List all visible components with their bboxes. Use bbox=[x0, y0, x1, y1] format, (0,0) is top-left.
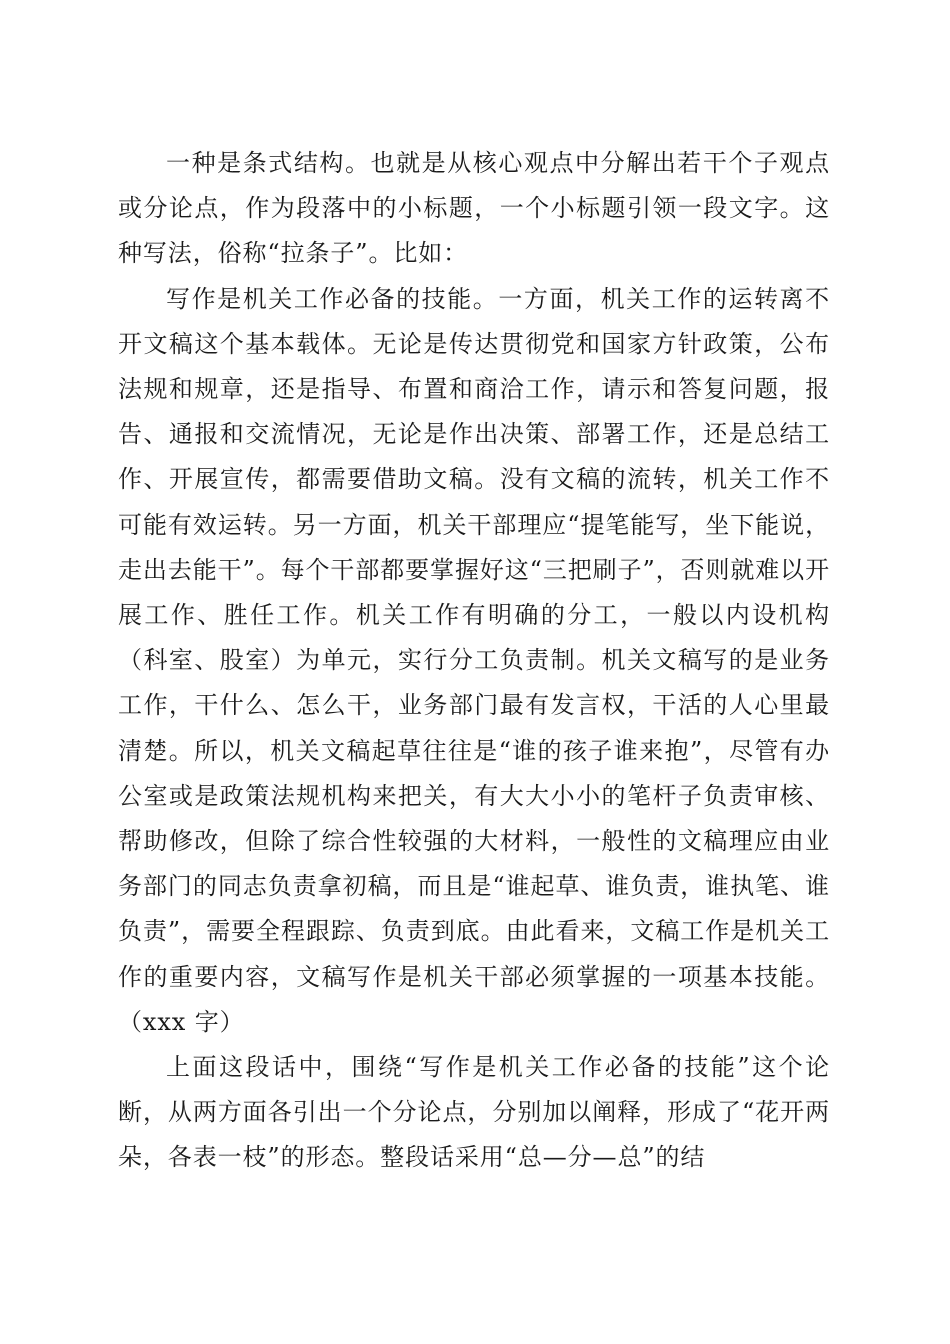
paragraph-intro: 一种是条式结构。也就是从核心观点中分解出若干个子观点或分论点，作为段落中的小标题，一个小标题引领一段文字。这种写法，俗称“拉条子”。比如： bbox=[118, 149, 830, 268]
paragraph-analysis: 上面这段话中，围绕“写作是机关工作必备的技能”这个论断，从两方面各引出一个分论点，分别加以阐释，形成了“花开两朵，各表一枝”的形态。整段话采用“总—分—总”的结 bbox=[118, 1053, 830, 1172]
body-text bbox=[118, 141, 830, 1181]
paragraph-example: 写作是机关工作必备的技能。一方面，机关工作的运转离不开文稿这个基本载体。无论是传达贯彻党和国家方针政策，公布法规和规章，还是指导、布置和商洽工作，请示和答复问题，报告、通报和交流情况，无论是作出决策、部署工作，还是总结工作、开展宣传，都需要借助文稿。没有文稿的流转，机关工作不可能有效运转。另一方面，机关干部理应“提笔能写，坐下能说，走出去能干”。每个干部都要掌握好这“三把刷子”，否则就难以开展工作、胜任工作。机关工作有明确的分工，一般以内设机构（科室、股室）为单元，实行分工负责制。机关文稿写的是业务工作，干什么、怎么干，业务部门最有发言权，干活的人心里最清楚。所以，机关文稿起草往往是“谁的孩子谁来抱”，尽管有办公室或是政策法规机构来把关，有大大小小的笔杆子负责审核、帮助修改，但除了综合性较强的大材料，一般性的文稿理应由业务部门的同志负责拿初稿，而且是“谁起草、谁负责，谁执笔、谁负责”，需要全程跟踪、负责到底。由此看来，文稿工作是机关工作的重要内容，文稿写作是机关干部必须掌握的一项基本技能。（xxx 字） bbox=[118, 284, 830, 1036]
